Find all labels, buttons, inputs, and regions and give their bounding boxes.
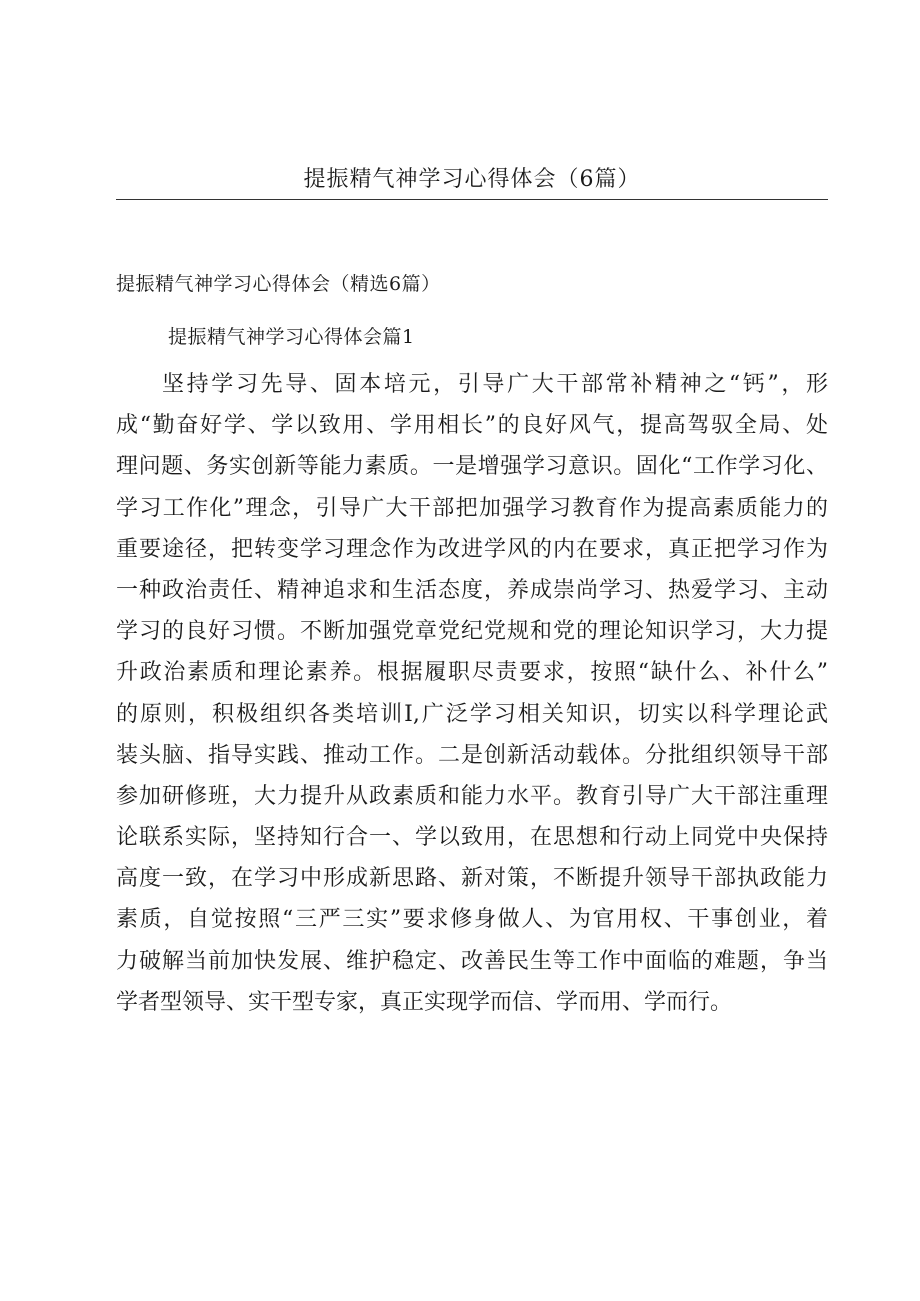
- paragraph-line: 参加研修班，大力提升从政素质和能力水平。教育引导广大干部注重理: [116, 783, 828, 809]
- paragraph-line: 成“勤奋好学、学以致用、学用相长”的良好风气，提高驾驭全局、处: [116, 413, 828, 439]
- paragraph-line: 重要途径，把转变学习理念作为改进学风的内在要求，真正把学习作为: [116, 536, 828, 562]
- document-title: 提振精气神学习心得体会（6篇）: [303, 167, 641, 192]
- paragraph-line: 素质，自觉按照“三严三实”要求修身做人、为官用权、干事创业，着: [116, 907, 828, 933]
- paragraph-line: 论联系实际，坚持知行合一、学以致用，在思想和行动上同党中央保持: [116, 825, 828, 851]
- paragraph-line: 的原则，积极组织各类培训I,广泛学习相关知识，切实以科学理论武: [116, 701, 828, 727]
- paragraph-line: 坚持学习先导、固本培元，引导广大干部常补精神之“钙”，形: [162, 372, 828, 397]
- paragraph-line: 力破解当前加快发展、维护稳定、改善民生等工作中面临的难题，争当: [116, 948, 828, 974]
- paragraph-line: 学者型领导、实干型专家，真正实现学而信、学而用、学而行。: [116, 989, 733, 1015]
- paragraph-line: 理问题、务实创新等能力素质。一是增强学习意识。固化“工作学习化、: [116, 454, 828, 480]
- section-heading: 提振精气神学习心得体会篇1: [168, 326, 415, 348]
- paragraph-line: 装头脑、指导实践、推动工作。二是创新活动载体。分批组织领导干部: [116, 742, 828, 768]
- document-subtitle: 提振精气神学习心得体会（精选6篇）: [116, 273, 441, 295]
- body-paragraph: [116, 364, 828, 1023]
- paragraph-line: 高度一致，在学习中形成新思路、新对策，不断提升领导干部执政能力: [116, 866, 828, 892]
- paragraph-line: 升政治素质和理论素养。根据履职尽责要求，按照“缺什么、补什么”: [116, 660, 828, 686]
- page-header: [116, 165, 828, 200]
- paragraph-line: 学习的良好习惯。不断加强党章党纪党规和党的理论知识学习，大力提: [116, 619, 828, 645]
- paragraph-line: 学习工作化”理念，引导广大干部把加强学习教育作为提高素质能力的: [116, 495, 828, 521]
- paragraph-line: 一种政治责任、精神追求和生活态度，养成崇尚学习、热爱学习、主动: [116, 577, 828, 603]
